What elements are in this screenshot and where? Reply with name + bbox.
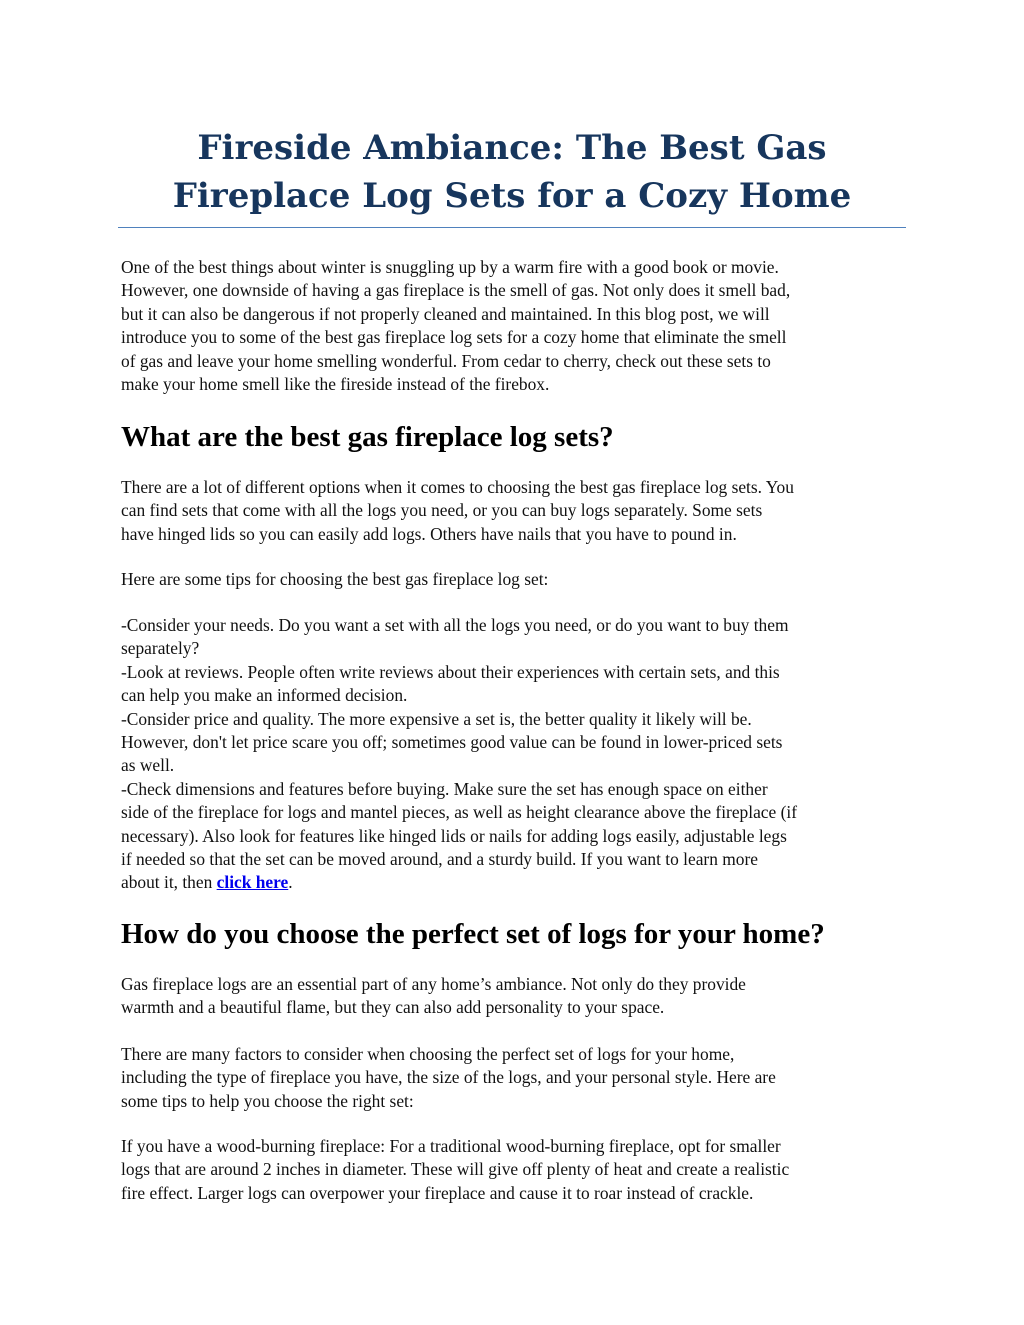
tip-line: -Consider price and quality. The more expensive a set is, the better quality it likely will be. (121, 708, 752, 729)
text-line: have hinged lids so you can easily add logs. Others have nails that you have to pound in. (121, 523, 737, 544)
text-line: Here are some tips for choosing the best gas fireplace log set: (121, 569, 549, 589)
text-line: There are a lot of different options when it comes to choosing the best gas fireplace log sets. You (121, 477, 794, 497)
text-line: some tips to help you choose the right set: (121, 1090, 414, 1111)
section-heading: What are the best gas fireplace log sets? (121, 421, 614, 453)
text-line: There are many factors to consider when choosing the perfect set of logs for your home, (121, 1044, 735, 1064)
text-line: can find sets that come with all the logs you need, or you can buy logs separately. Some sets (121, 500, 763, 521)
title-line: Fireplace Log Sets for a Cozy Home (172, 176, 852, 216)
text-line: warmth and a beautiful flame, but they can also add personality to your space. (121, 997, 665, 1018)
tip-line: separately? (121, 638, 200, 659)
tip-line: side of the fireplace for logs and mantel pieces, as well as height clearance above the fireplace (if (121, 802, 797, 823)
section2-paragraph (121, 1135, 911, 1205)
tip-line: if needed so that the set can be moved around, and a sturdy build. If you want to learn more (121, 849, 758, 870)
intro-paragraph (121, 256, 911, 396)
text-line: logs that are around 2 inches in diameter. These will give off plenty of heat and create a realistic (121, 1159, 790, 1180)
tips-intro-paragraph (121, 568, 911, 591)
text-line: Gas fireplace logs are an essential part of any home’s ambiance. Not only do they provide (121, 974, 746, 994)
tip-line: necessary). Also look for features like hinged lids or nails for adding logs easily, adjustable legs (121, 825, 787, 846)
section2-paragraph (121, 1043, 911, 1113)
section-heading: How do you choose the perfect set of logs for your home? (121, 918, 825, 950)
tips-list (121, 614, 911, 895)
section1-paragraph (121, 476, 911, 546)
title-underline (118, 227, 906, 228)
text-line: including the type of fireplace you have, the size of the logs, and your personal style. Here are (121, 1067, 776, 1088)
text-line: One of the best things about winter is snuggling up by a warm fire with a good book or movie. (121, 257, 779, 277)
tip-line: -Check dimensions and features before buying. Make sure the set has enough space on either (121, 778, 768, 799)
tip-line: -Consider your needs. Do you want a set with all the logs you need, or do you want to buy them (121, 615, 789, 635)
link-suffix-text: . (288, 872, 293, 893)
text-line: of gas and leave your home smelling wonderful. From cedar to cherry, check out these sets to (121, 350, 771, 371)
tip-line: However, don't let price scare you off; sometimes good value can be found in lower-priced sets (121, 732, 783, 753)
text-line: make your home smell like the fireside instead of the firebox. (121, 374, 550, 395)
text-line: If you have a wood-burning fireplace: For a traditional wood-burning fireplace, opt for smaller (121, 1136, 781, 1156)
title-line: Fireside Ambiance: The Best Gas (197, 128, 827, 168)
link-prefix-text: about it, then (121, 872, 217, 893)
text-line: However, one downside of having a gas fireplace is the smell of gas. Not only does it smell bad, (121, 280, 791, 301)
text-line: fire effect. Larger logs can overpower your fireplace and cause it to roar instead of crackle. (121, 1182, 754, 1203)
page-title (118, 124, 906, 220)
text-line: but it can also be dangerous if not properly cleaned and maintained. In this blog post, we will (121, 303, 770, 324)
tip-line-with-link (121, 871, 911, 894)
text-line: introduce you to some of the best gas fireplace log sets for a cozy home that eliminate the smell (121, 327, 787, 348)
tip-line: can help you make an informed decision. (121, 685, 408, 706)
tip-line: -Look at reviews. People often write reviews about their experiences with certain sets, and this (121, 661, 780, 682)
click-here-link[interactable]: click here (216, 872, 289, 893)
section2-paragraph (121, 973, 911, 1020)
tip-line: as well. (121, 755, 175, 776)
